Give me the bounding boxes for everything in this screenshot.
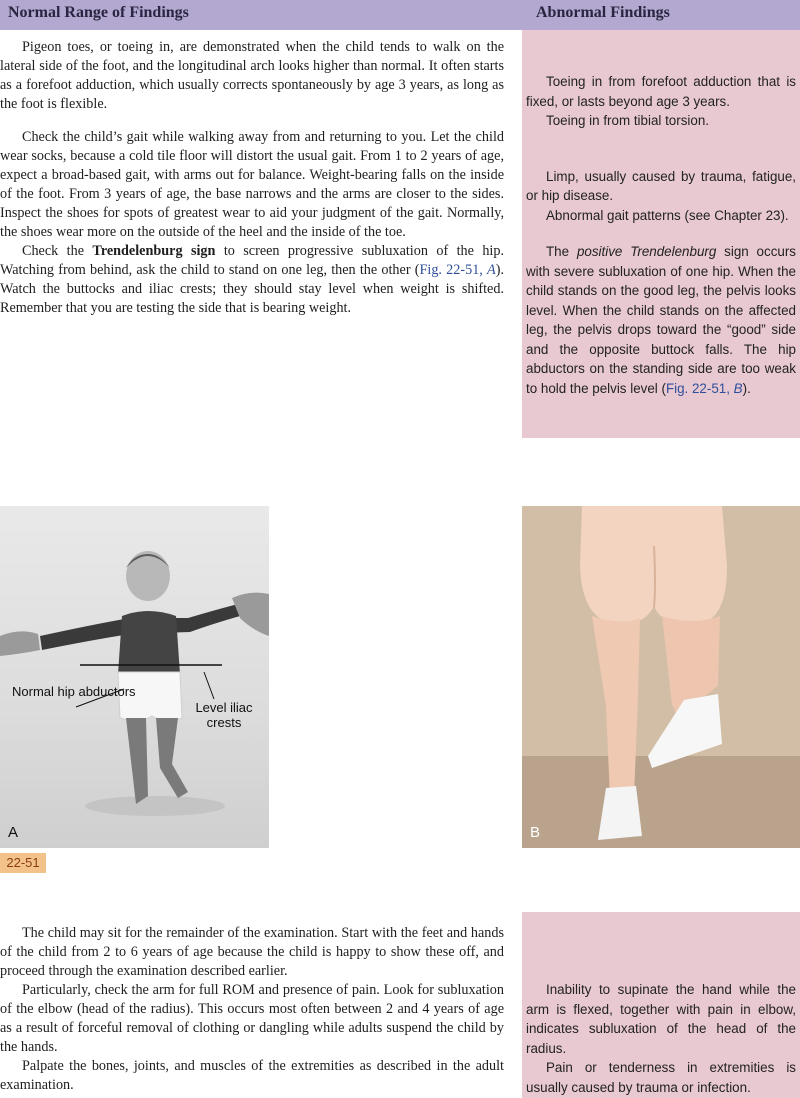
abnormal-gait-patterns: Abnormal gait patterns (see Chapter 23). xyxy=(546,207,789,223)
normal-findings-heading: Normal Range of Findings xyxy=(8,4,189,21)
figure-number-badge: 22-51 xyxy=(0,853,46,873)
abnormal-findings-heading: Abnormal Findings xyxy=(536,4,670,21)
abnormal-findings-box-1 xyxy=(522,30,800,438)
abnormal-limp: Limp, usually caused by trauma, fatigue, or hip disease. xyxy=(526,168,796,203)
normal-findings-text-2 xyxy=(0,924,504,1095)
photo-b-child-standing xyxy=(522,506,800,848)
abnormal-trendelenburg: The positive Trendelenburg sign occurs with severe subluxation of one hip. When the child stands on the good leg, the pelvis looks level. When the child stands on the affected leg, the pelvis drops toward the “good” side and the opposite buttock falls. The hip abductors on the standing side are too weak to hold the pelvis level (Fig. 22-51, B). xyxy=(526,244,796,396)
column-header-bar xyxy=(0,0,800,30)
figure-link-b[interactable]: Fig. 22-51, B xyxy=(665,380,743,396)
paragraph-pigeon-toes: Pigeon toes, or toeing in, are demonstrated when the child tends to walk on the lateral side of the foot, and the longitudinal arch looks higher than normal. It often starts as a forefoot adduction, which usually corrects spontaneously by age 3 years, as long as the foot is flexible. xyxy=(0,39,504,112)
text-fragment: Check the xyxy=(22,243,93,259)
paragraph-arm-rom: Particularly, check the arm for full ROM and presence of pain. Look for subluxation of the elbow (head of the radius). This occurs most often between 2 and 4 years of age as a result of forceful removal of clothing or dangling while adults suspend the child by the hands. xyxy=(0,982,504,1055)
figure-label-a: A xyxy=(8,824,19,841)
photo-a-illustration xyxy=(0,506,269,848)
callout-level-iliac-crests: Level iliac crests xyxy=(195,700,253,730)
figure-label-b: B xyxy=(530,824,541,841)
abnormal-pain: Pain or tenderness in extremities is usually caused by trauma or infection. xyxy=(526,1060,796,1095)
figure-link-a[interactable]: Fig. 22-51, A xyxy=(419,262,496,278)
abnormal-tibial-torsion: Toeing in from tibial torsion. xyxy=(546,113,709,128)
trendelenburg-bold: Trendelenburg sign xyxy=(92,243,216,259)
photo-a-child-standing xyxy=(0,506,269,848)
photo-b-illustration xyxy=(522,506,800,848)
callout-normal-hip-abductors: Normal hip abductors xyxy=(12,684,136,699)
abnormal-supinate: Inability to supinate the hand while the arm is flexed, together with pain in elbow, indicates subluxation of the head of the radius. xyxy=(526,982,796,1056)
paragraph-trendelenburg xyxy=(0,242,504,318)
abnormal-toeing-fixed: Toeing in from forefoot adduction that is fixed, or lasts beyond age 3 years. xyxy=(526,74,796,109)
text-fragment: to screen progressive subluxation of the hip. Watching from behind, ask the child to stand on one leg, then the other ( xyxy=(0,243,505,278)
abnormal-findings-box-2 xyxy=(522,912,800,1098)
normal-findings-text-1 xyxy=(0,38,504,318)
paragraph-palpate: Palpate the bones, joints, and muscles of the extremities as described in the adult examination. xyxy=(0,1058,504,1093)
paragraph-gait: Check the child’s gait while walking away from and returning to you. Let the child wear socks, because a cold tile floor will distort the usual gait. From 1 to 2 years of age, expect a broad-based gait, with arms out for balance. Weight-bearing falls on the inside of the foot. From 3 years of age, the base narrows and the arms are closer to the sides. Inspect the shoes for spots of greatest wear to aid your judgment of the gait. Normally, the shoes wear more on the outside of the heel and the inside of the toe. xyxy=(0,129,504,240)
text-fragment: ). Watch the buttocks and iliac crests; they should stay level when weight is shifted. Remember that you are testing the side that is bearing weight. xyxy=(0,262,504,316)
paragraph-child-sit: The child may sit for the remainder of the examination. Start with the feet and hands of the child from 2 to 6 years of age because the child is happy to show these off, and proceed through the examination described earlier. xyxy=(0,925,504,979)
